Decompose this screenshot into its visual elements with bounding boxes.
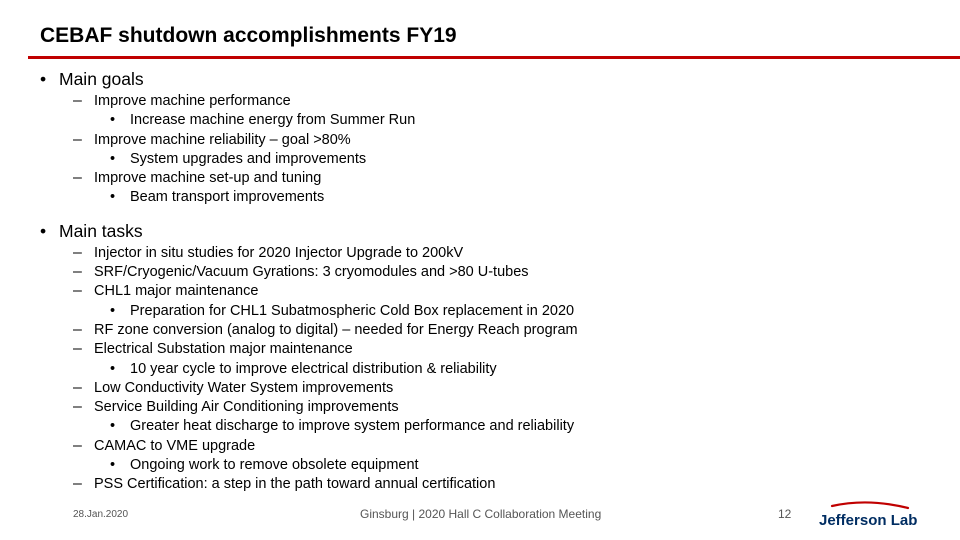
goal-item: – Improve machine reliability – goal >80% (40, 131, 940, 150)
task-subitem: • Greater heat discharge to improve system performance and reliability (40, 417, 940, 436)
title-divider (28, 56, 960, 59)
bullet-main-tasks: • Main tasks (40, 218, 940, 244)
logo-swoosh-icon (832, 502, 908, 508)
jefferson-lab-logo (818, 500, 928, 530)
page-number: 12 (778, 507, 792, 521)
task-item: – PSS Certification: a step in the path toward annual certification (40, 475, 940, 494)
logo-text: Jefferson Lab (819, 512, 918, 529)
task-item: – Electrical Substation major maintenance (40, 340, 940, 359)
footer-presenter-meeting: Ginsburg | 2020 Hall C Collaboration Meeting (360, 507, 602, 521)
goal-item: – Improve machine performance (40, 92, 940, 111)
task-subitem: • Preparation for CHL1 Subatmospheric Cold Box replacement in 2020 (40, 302, 940, 321)
slide-body (40, 66, 940, 495)
task-item: – CHL1 major maintenance (40, 282, 940, 301)
goal-subitem: • System upgrades and improvements (40, 150, 940, 169)
task-item: – Service Building Air Conditioning improvements (40, 398, 940, 417)
task-item: – CAMAC to VME upgrade (40, 437, 940, 456)
bullet-main-goals: • Main goals (40, 66, 940, 92)
task-item: – RF zone conversion (analog to digital) – needed for Energy Reach program (40, 321, 940, 340)
goal-subitem: • Increase machine energy from Summer Run (40, 111, 940, 130)
task-subitem: • Ongoing work to remove obsolete equipment (40, 456, 940, 475)
task-item: – Low Conductivity Water System improvements (40, 379, 940, 398)
slide-title: CEBAF shutdown accomplishments FY19 (40, 24, 457, 47)
goal-item: – Improve machine set-up and tuning (40, 169, 940, 188)
goal-subitem: • Beam transport improvements (40, 188, 940, 207)
task-item: – SRF/Cryogenic/Vacuum Gyrations: 3 cryomodules and >80 U-tubes (40, 263, 940, 282)
footer-date: 28.Jan.2020 (73, 509, 129, 520)
task-item: – Injector in situ studies for 2020 Injector Upgrade to 200kV (40, 244, 940, 263)
task-subitem: • 10 year cycle to improve electrical distribution & reliability (40, 360, 940, 379)
